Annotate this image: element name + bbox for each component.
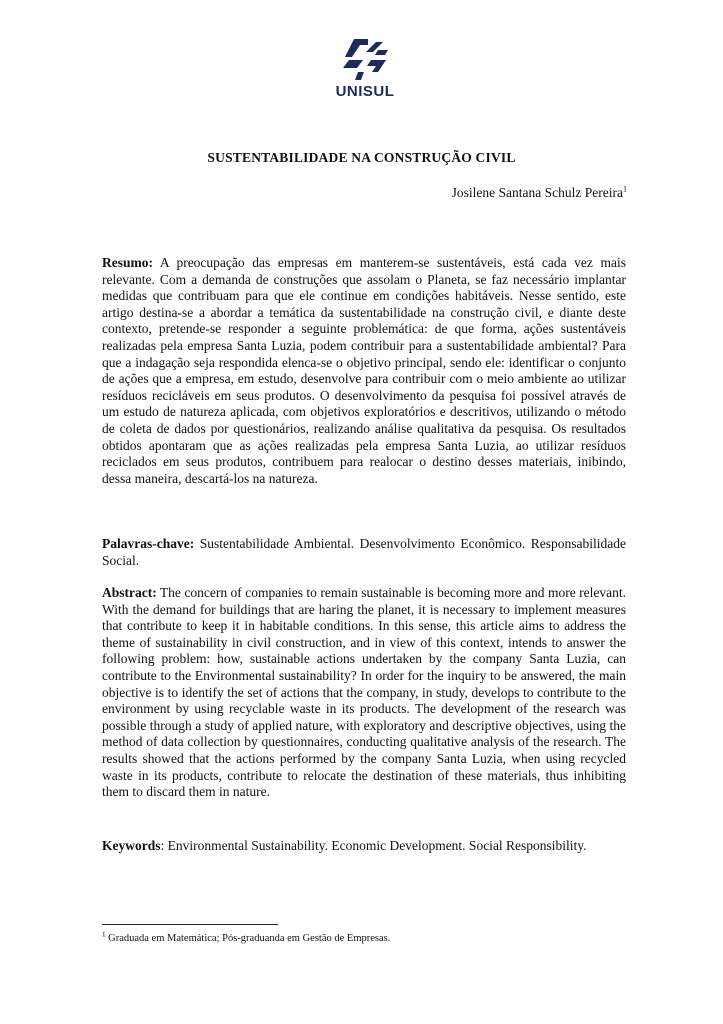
resumo-label: Resumo: bbox=[102, 255, 153, 270]
keywords-label: Keywords bbox=[102, 838, 161, 853]
footnote-text: Graduada em Matemática; Pós-graduanda em Gestão de Empresas. bbox=[105, 933, 391, 944]
resumo-paragraph bbox=[102, 255, 626, 487]
abstract-label: Abstract: bbox=[102, 585, 157, 600]
author-name: Josilene Santana Schulz Pereira bbox=[451, 185, 623, 200]
abstract-text: The concern of companies to remain sustainable is becoming more and more relevant. With the demand for buildings that are haring the planet, it is necessary to implement measures that contribute to keep it in habitable conditions. In this sense, this article aims to address the theme of sustainability in civil construction, and in view of this context, intends to answer the following problem: how, sustainable actions undertaken by the company Santa Luzia, can contribute to the Environmental sustainability? In order for the inquiry to be answered, the main objective is to identify the set of actions that the company, in study, develops to contribute to the environment by using recyclable waste in its products. The development of the research was possible through a study of applied nature, with exploratory and descriptive objectives, using the method of data collection by questionnaires, conducting qualitative analysis of the research. The results showed that the actions performed by the company Santa Luzia, when using recycled waste in its products, contribute to relocate the destination of these materials, thus inhibiting them to discard them in nature. bbox=[102, 585, 626, 800]
unisul-emblem-icon bbox=[328, 36, 402, 82]
palavras-chave-text: Sustentabilidade Ambiental. Desenvolvimento Econômico. Responsabilidade Social. bbox=[102, 536, 626, 568]
resumo-text: A preocupação das empresas em manterem-se sustentáveis, está cada vez mais relevante. Com a demanda de construções que assolam o Planeta, se faz necessário implantar medidas que contribuam para que ele continue em condições habitáveis. Nesse sentido, este artigo destina-se a abordar a temática da sustentabilidade na construção civil, e diante deste contexto, pretende-se responder a seguinte problemática: de que forma, ações sustentáveis realizadas pela empresa Santa Luzia, podem contribuir para a sustentabilidade ambiental? Para que a indagação seja respondida elenca-se o objetivo principal, sendo ele: identificar o conjunto de ações que a empresa, em estudo, desenvolve para contribuir com o meio ambiente ao utilizar resíduos recicláveis em seus produtos. O desenvolvimento da pesquisa foi possível através de um estudo de natureza aplicada, com objetivos exploratórios e descritivos, utilizando o método de coleta de dados por questionários, realizando análise qualitativa da pesquisa. Os resultados obtidos apontaram que as ações realizadas pela empresa Santa Luzia, ao utilizar resíduos reciclados em seus produtos, contribuem para realocar o destino desses materiais, inibindo, dessa maneira, descartá-los na natureza. bbox=[102, 255, 626, 486]
keywords-text: : Environmental Sustainability. Economic Development. Social Responsibility. bbox=[160, 838, 587, 853]
palavras-chave-paragraph bbox=[102, 536, 626, 569]
footnote-mark: 1 bbox=[102, 930, 106, 939]
paper-title: SUSTENTABILIDADE NA CONSTRUÇÃO CIVIL bbox=[207, 150, 516, 165]
keywords-paragraph bbox=[102, 838, 626, 855]
palavras-chave-label: Palavras-chave: bbox=[102, 536, 195, 551]
author-line bbox=[452, 185, 627, 201]
footnote bbox=[102, 930, 391, 944]
footnote-divider bbox=[102, 924, 278, 925]
logo-text: UNISUL bbox=[335, 83, 395, 100]
abstract-paragraph bbox=[102, 585, 626, 801]
unisul-logo bbox=[328, 36, 402, 102]
author-footnote-mark: 1 bbox=[623, 184, 627, 194]
